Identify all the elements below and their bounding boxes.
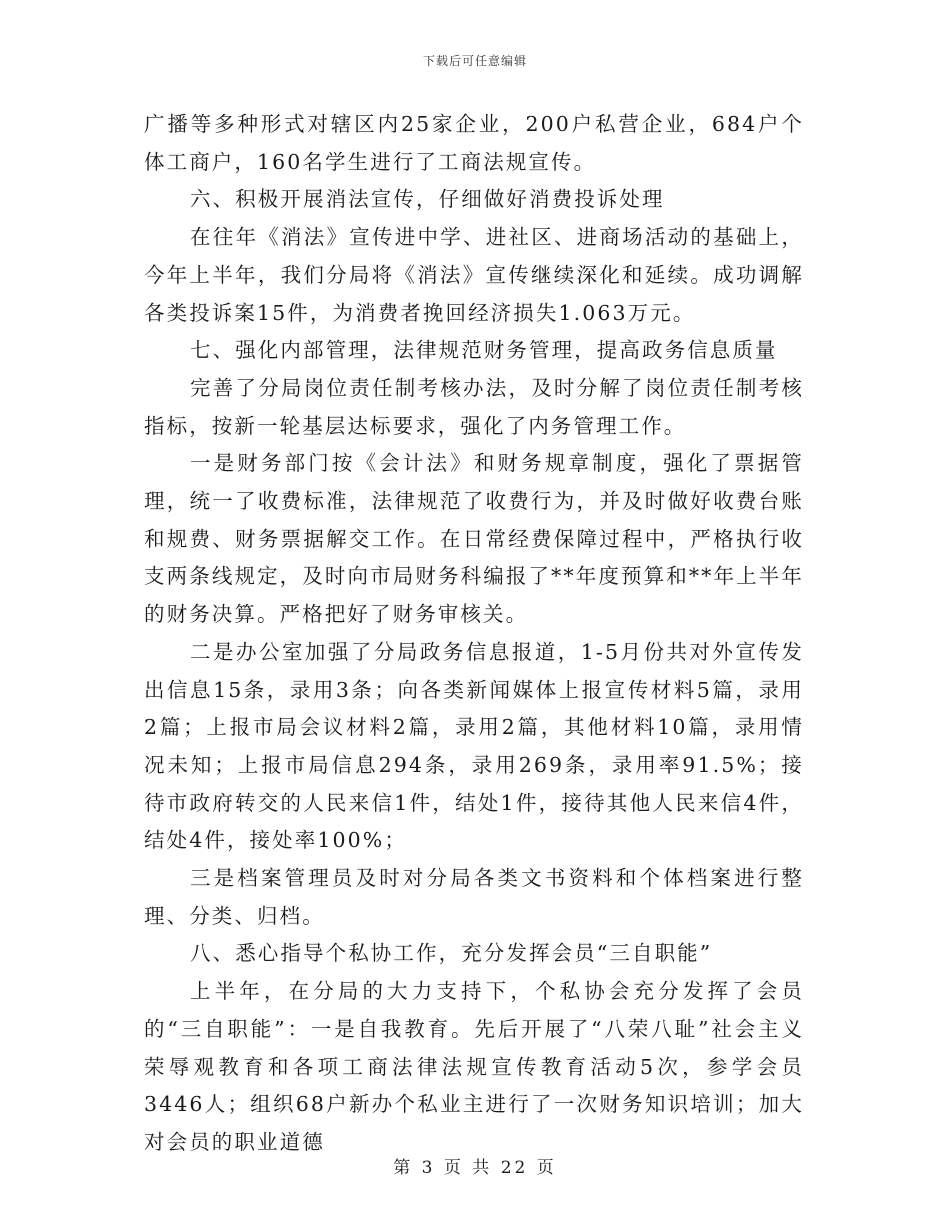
paragraph-association: 上半年，在分局的大力支持下，个私协会充分发挥了会员的“三自职能”：一是自我教育。先后开展了“八荣八耻”社会主义荣辱观教育和各项工商法律法规宣传教育活动5次，参学会员3446人；组织68户新办个私业主进行了一次财务知识培训；加大对会员的职业道德	[144, 979, 804, 1154]
paragraph-consumer-law: 在往年《消法》宣传进中学、进社区、进商场活动的基础上，今年上半年，我们分局将《消法》宣传继续深化和延续。成功调解各类投诉案15件，为消费者挽回经济损失1.063万元。	[144, 225, 804, 325]
paragraph-1: 广播等多种形式对辖区内25家企业，200户私营企业，684户个体工商户，160名学生进行了工商法规宣传。	[144, 112, 804, 174]
section-heading-6: 六、积极开展消法宣传，仔细做好消费投诉处理	[190, 187, 665, 212]
paragraph-finance: 一是财务部门按《会计法》和财务规章制度，强化了票据管理，统一了收费标准，法律规范了收费行为，并及时做好收费台账和规费、财务票据解交工作。在日常经费保障过程中，严格执行收支两条线规定，及时向市局财务科编报了**年度预算和**年上半年的财务决算。严格把好了财务审核关。	[144, 451, 804, 627]
section-heading-7: 七、强化内部管理，法律规范财务管理，提高政务信息质量	[190, 338, 778, 363]
paragraph-office-info: 二是办公室加强了分局政务信息报道，1-5月份共对外宣传发出信息15条，录用3条；向各类新闻媒体上报宣传材料5篇，录用2篇；上报市局会议材料2篇，录用2篇，其他材料10篇，录用情况未知；上报市局信息294条，录用269条，录用率91.5%；接待市政府转交的人民来信1件，结处1件，接待其他人民来信4件，结处4件，接处率100%；	[144, 639, 804, 853]
paragraph-archives: 三是档案管理员及时对分局各类文书资料和个体档案进行整理、分类、归档。	[144, 866, 804, 928]
page-footer: 第 3 页 共 22 页	[393, 1158, 557, 1178]
section-heading-8: 八、悉心指导个私协工作，充分发挥会员“三自职能”	[190, 941, 713, 966]
document-body	[144, 106, 804, 1162]
paragraph-internal-management: 完善了分局岗位责任制考核办法，及时分解了岗位责任制考核指标，按新一轮基层达标要求，强化了内务管理工作。	[144, 375, 804, 438]
page-header: 下载后可任意编辑	[422, 54, 527, 68]
